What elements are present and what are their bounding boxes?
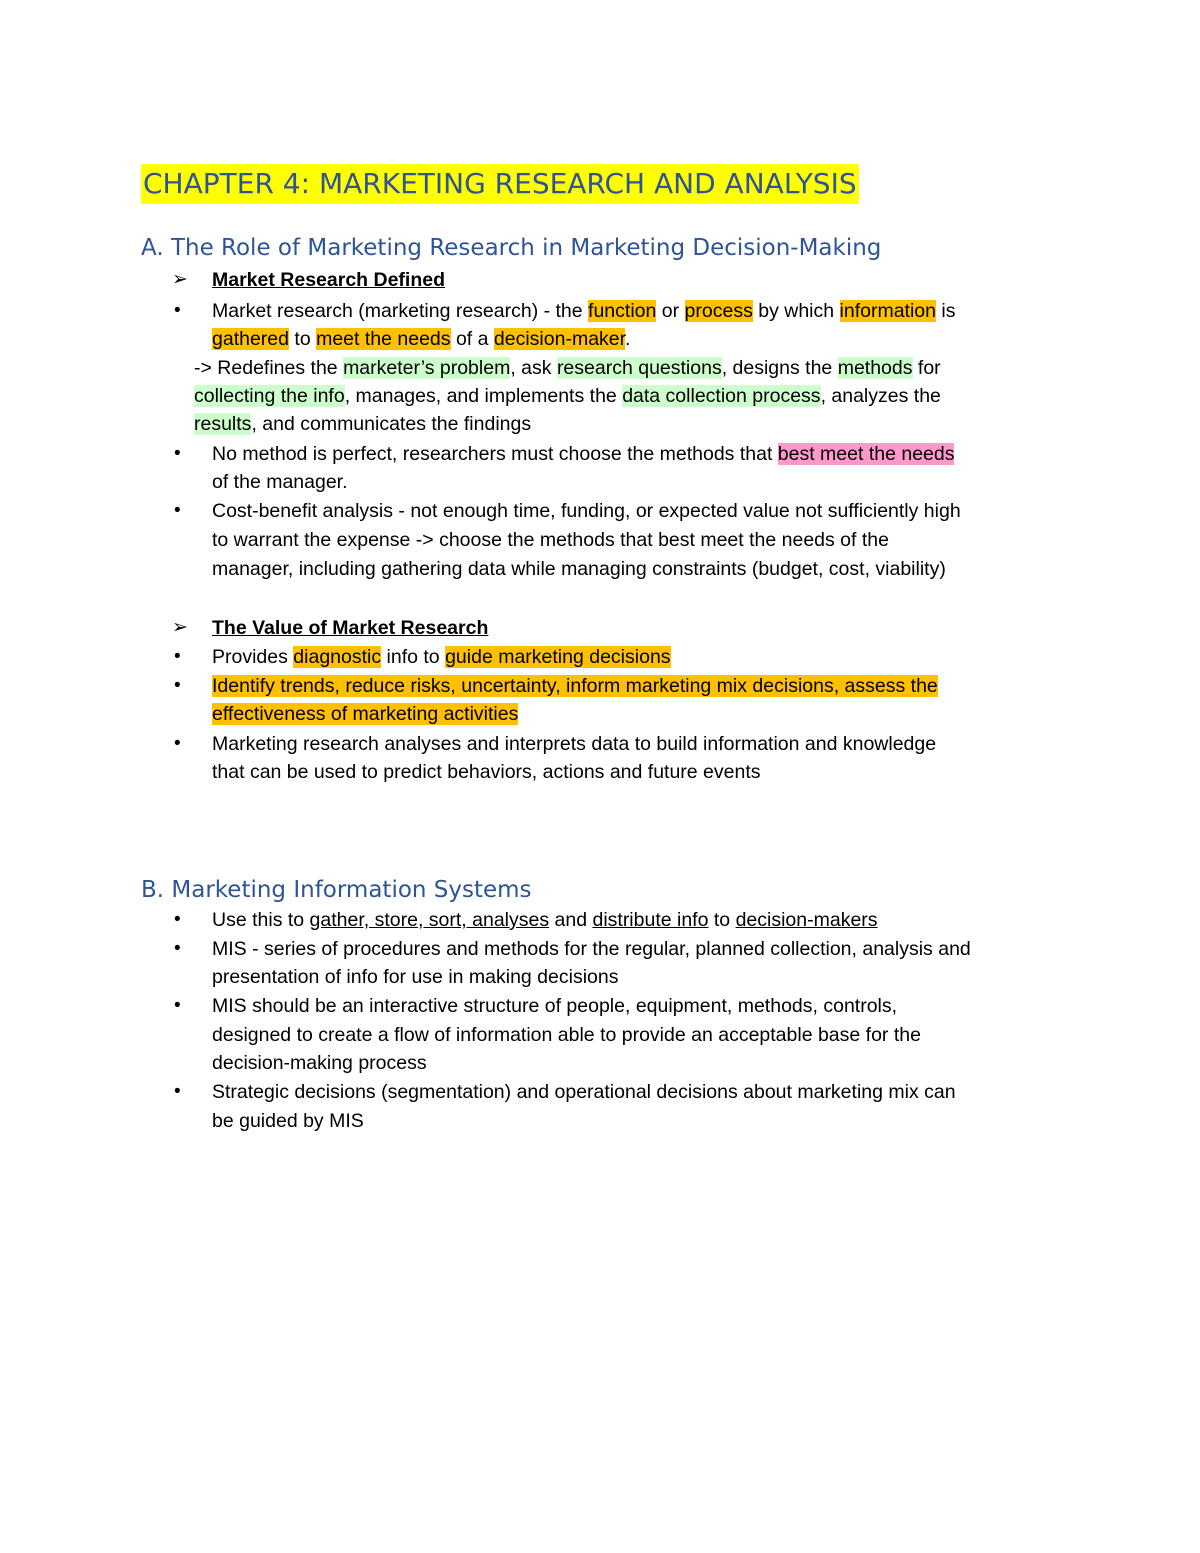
highlight-meet-the-needs: meet the needs: [316, 328, 451, 350]
cost-benefit-line-3: manager, including gathering data while managing constraints (budget, cost, viability): [212, 558, 946, 580]
analyses-line-1: Marketing research analyses and interprets data to build information and knowledge: [212, 733, 937, 755]
underline-decision-makers: decision-makers: [735, 909, 878, 931]
bullet-icon: •: [174, 938, 181, 959]
highlight-gathered: gathered: [212, 328, 289, 350]
bullet-icon: •: [174, 909, 181, 930]
subheading-market-research-defined: Market Research Defined: [212, 269, 446, 291]
bullet-icon: •: [174, 443, 181, 464]
mis-structure-line-1: MIS should be an interactive structure of people, equipment, methods, controls,: [212, 995, 898, 1017]
subheading-value-of-market-research: The Value of Market Research: [212, 617, 489, 639]
highlight-marketers-problem: marketer’s problem: [343, 357, 511, 379]
bullet-icon: •: [174, 733, 181, 754]
bullet-icon: •: [174, 675, 181, 696]
analyses-line-2: that can be used to predict behaviors, actions and future events: [212, 761, 761, 783]
highlight-function: function: [588, 300, 657, 322]
section-b-heading: B. Marketing Information Systems: [141, 877, 532, 903]
redefines-line-3: results, and communicates the findings: [194, 413, 532, 435]
redefines-line-2: collecting the info, manages, and implements the data collection process, analyzes the: [194, 385, 941, 407]
underline-gather-store: gather, store, sort, analyses: [309, 909, 550, 931]
cost-benefit-line-2: to warrant the expense -> choose the methods that best meet the needs of the: [212, 529, 889, 551]
arrowhead-bullet-icon: ➢: [172, 269, 188, 290]
mis-series-line-1: MIS - series of procedures and methods for the regular, planned collection, analysis and: [212, 938, 971, 960]
highlight-methods: methods: [837, 357, 913, 379]
bullet-icon: •: [174, 646, 181, 667]
bullet-icon: •: [174, 995, 181, 1016]
highlight-data-collection-process: data collection process: [622, 385, 821, 407]
highlight-identify-trends: Identify trends, reduce risks, uncertainty, inform marketing mix decisions, assess the: [212, 675, 938, 697]
strategic-line-1: Strategic decisions (segmentation) and operational decisions about marketing mix can: [212, 1081, 956, 1103]
highlight-research-questions: research questions: [556, 357, 722, 379]
no-method-line-1: No method is perfect, researchers must choose the methods that best meet the needs: [212, 443, 955, 465]
mis-series-line-2: presentation of info for use in making decisions: [212, 966, 619, 988]
highlight-guide-marketing-decisions: guide marketing decisions: [445, 646, 671, 668]
highlight-effectiveness: effectiveness of marketing activities: [212, 703, 519, 725]
bullet-icon: •: [174, 1081, 181, 1102]
section-a-heading: A. The Role of Marketing Research in Marketing Decision-Making: [141, 235, 882, 261]
bullet-icon: •: [174, 300, 181, 321]
chapter-title: CHAPTER 4: MARKETING RESEARCH AND ANALYSIS: [141, 164, 859, 204]
highlight-results: results: [194, 413, 252, 435]
highlight-diagnostic: diagnostic: [293, 646, 382, 668]
mis-structure-line-2: designed to create a flow of information able to provide an acceptable base for the: [212, 1024, 921, 1046]
mis-structure-line-3: decision-making process: [212, 1052, 427, 1074]
use-this-line: Use this to gather, store, sort, analyses and distribute info to decision-makers: [212, 909, 878, 931]
provides-line: Provides diagnostic info to guide marketing decisions: [212, 646, 671, 668]
no-method-line-2: of the manager.: [212, 471, 348, 493]
strategic-line-2: be guided by MIS: [212, 1110, 364, 1132]
cost-benefit-line-1: Cost-benefit analysis - not enough time, funding, or expected value not sufficiently high: [212, 500, 961, 522]
redefines-line-1: -> Redefines the marketer’s problem, ask research questions, designs the methods for: [194, 357, 941, 379]
identify-trends-line-2: [212, 700, 518, 728]
highlight-decision-maker: decision-maker: [493, 328, 626, 350]
underline-distribute-info: distribute info: [592, 909, 709, 931]
identify-trends-line-1: [212, 672, 938, 700]
highlight-information: information: [839, 300, 936, 322]
highlight-process: process: [684, 300, 753, 322]
highlight-collecting-the-info: collecting the info: [194, 385, 345, 407]
bullet-icon: •: [174, 500, 181, 521]
definition-line-1: Market research (marketing research) - the function or process by which information is: [212, 300, 956, 322]
arrowhead-bullet-icon: ➢: [172, 617, 188, 638]
highlight-best-meet-the-needs: best meet the needs: [777, 443, 955, 465]
definition-line-2: gathered to meet the needs of a decision-maker.: [212, 328, 631, 350]
